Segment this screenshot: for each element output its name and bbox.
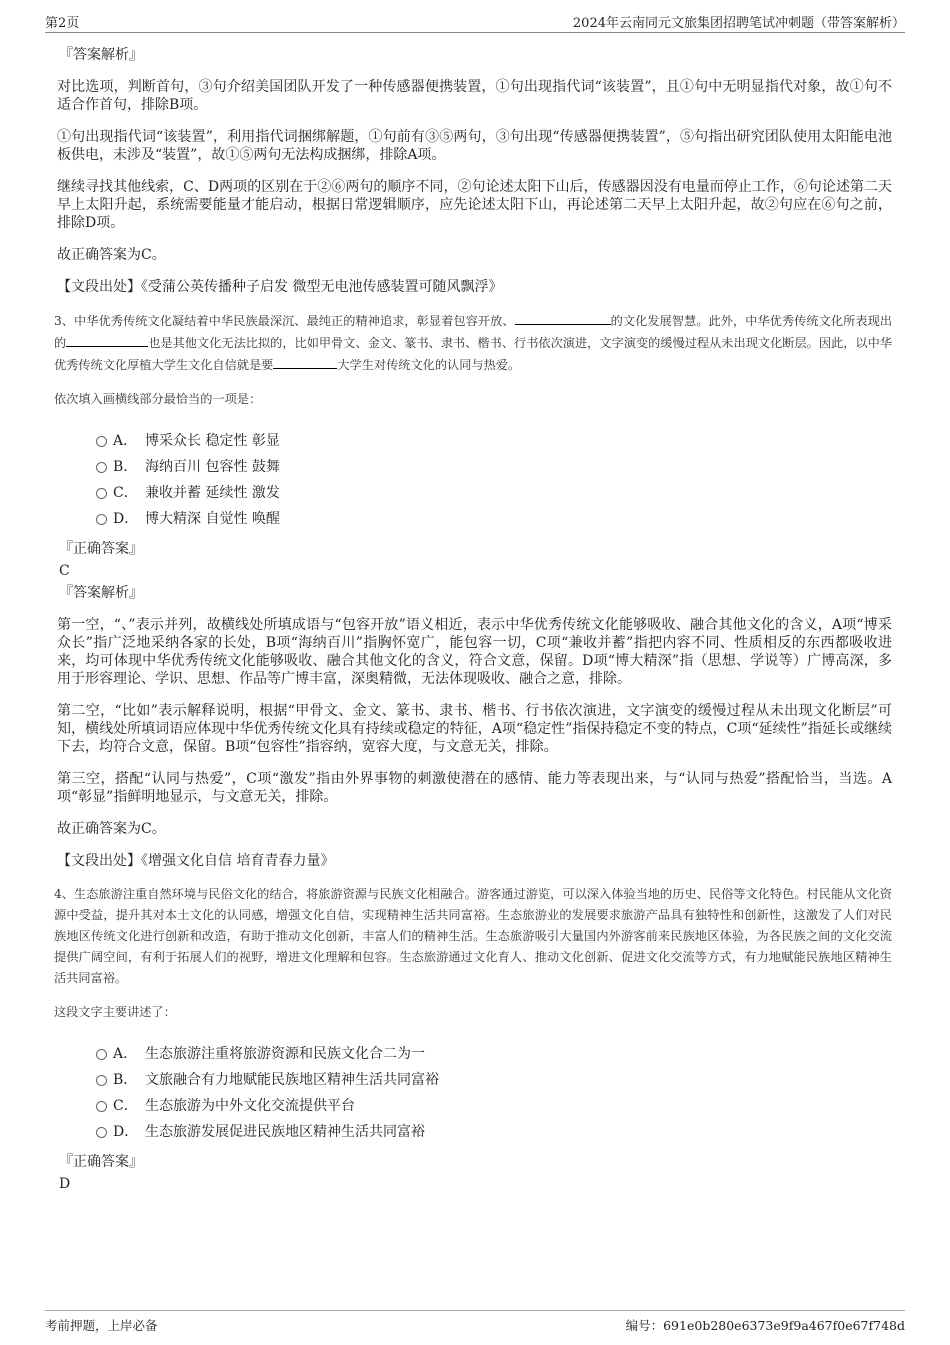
q3-option-c[interactable]: C． 兼收并蓄 延续性 激发 — [95, 480, 892, 506]
q2-analysis-paragraph: 对比选项，判断首句，③句介绍美国团队开发了一种传感器便携装置，①句出现指代词“该装置”，且①句中无明显指代对象，故①句不适合作首句，排除B项。 — [57, 79, 892, 113]
radio-icon[interactable] — [96, 1049, 107, 1060]
radio-icon[interactable] — [96, 462, 107, 473]
q3-analysis-paragraph: 第一空，“、”表示并列，故横线处所填成语与“包容开放”语义相近，表示中华优秀传统文化能够吸收、融合其他文化的含义，A项“博采众长”指广泛地采纳各家的长处，B项“海纳百川”指胸怀宽广，能包容一切，C项“兼收并蓄”指把内容不同、性质相反的东西都吸收进来，均可体现中华优秀传统文化能够吸收、融合其他文化的含义，符合文意，保留。D项“博大精深”指（思想、学说等）广博高深，多用于形容理论、学识、思想、作品等广博丰富，深奥精微，无法体现吸收、融合之意，排除。 — [57, 617, 892, 687]
q2-source: 【文段出处】《受蒲公英传播种子启发 微型无电池传感装置可随风飘浮》 — [57, 279, 503, 295]
page-header — [45, 10, 905, 33]
q2-analysis-paragraph: 继续寻找其他线索，C、D两项的区别在于②⑥两句的顺序不同，②句论述太阳下山后，传感器因没有电量而停止工作，⑥句论述第二天早上太阳升起，系统需要能量才能启动，根据日常逻辑顺序，应先论述太阳下山，再论述第二天早上太阳升起，故②句应在⑥句之前，排除D项。 — [57, 179, 892, 231]
q3-analysis-paragraph: 第三空，搭配“认同与热爱”，C项“激发”指由外界事物的刺激使潜在的感情、能力等表现出来，与“认同与热爱”搭配恰当，当选。A项“彰显”指鲜明地显示，与文意无关，排除。 — [57, 771, 892, 805]
q3-question-text: 3、中华优秀传统文化凝结着中华民族最深沉、最纯正的精神追求，彰显着包容开放、 的文化发展智慧。此外，中华优秀传统文化所表现出的 也是其他文化无法比拟的，比如甲骨文、金文、篆书、隶书、楷书、行书依次演进，文字演变的缓慢过程从未出现文化断层。因此，以中华优秀传统文化厚植大学生文化自信就是要 大学生对传统文化的认同与热爱。 — [54, 310, 892, 376]
q4-option-a[interactable]: A． 生态旅游注重将旅游资源和民族文化合二为一 — [95, 1041, 892, 1067]
radio-icon[interactable] — [96, 1075, 107, 1086]
q2-analysis-label: 『答案解析』 — [59, 47, 143, 63]
radio-icon[interactable] — [96, 1101, 107, 1112]
q4-option-c[interactable]: C． 生态旅游为中外文化交流提供平台 — [95, 1093, 892, 1119]
q3-blank-3 — [273, 354, 337, 369]
document-title: 2024年云南同元文旅集团招聘笔试冲刺题（带答案解析） — [572, 16, 905, 31]
document-id: 编号：691e0b280e6373e9f9a467f0e67f748d — [625, 1318, 905, 1333]
radio-icon[interactable] — [96, 514, 107, 525]
radio-icon[interactable] — [96, 1127, 107, 1138]
radio-icon[interactable] — [96, 488, 107, 499]
q4-correct-label: 『正确答案』 — [59, 1154, 143, 1170]
page-footer — [45, 1310, 905, 1339]
q4-option-d[interactable]: D． 生态旅游发展促进民族地区精神生活共同富裕 — [95, 1119, 892, 1145]
q4-question-text: 4、生态旅游注重自然环境与民俗文化的结合，将旅游资源与民族文化相融合。游客通过游览，可以深入体验当地的历史、民俗等文化特色。村民能从文化资源中受益，提升其对本土文化的认同感，增强文化自信，实现精神生活共同富裕。生态旅游业的发展要求旅游产品具有独特性和创新性，这激发了人们对民族地区传统文化进行创新和改造，有助于推动文化创新，丰富人们的精神生活。生态旅游吸引大量国内外游客前来民族地区体验，为各民族之间的文化交流提供广阔空间，有利于拓展人们的视野，增进文化理解和包容。生态旅游通过文化育人、推动文化创新、促进文化交流等方式，有力地赋能民族地区精神生活共同富裕。 — [54, 887, 892, 985]
page-content — [54, 46, 893, 1197]
radio-icon[interactable] — [96, 436, 107, 447]
footer-slogan: 考前押题，上岸必备 — [45, 1318, 158, 1333]
q2-analysis-paragraph: ①句出现指代词“该装置”，利用指代词捆绑解题，①句前有③⑤两句，③句出现“传感器便携装置”，⑤句指出研究团队使用太阳能电池板供电，未涉及“装置”，故①⑤两句无法构成捆绑，排除A项。 — [57, 129, 892, 163]
q3-option-d[interactable]: D． 博大精深 自觉性 唤醒 — [95, 506, 892, 532]
q2-conclusion: 故正确答案为C。 — [57, 247, 166, 263]
q3-analysis-paragraph: 第二空，“比如”表示解释说明，根据“甲骨文、金文、篆书、隶书、楷书、行书依次演进，文字演变的缓慢过程从未出现文化断层”可知，横线处所填词语应体现中华优秀传统文化具有持续或稳定的特征，A项“稳定性”指保持稳定不变的特点，C项“延续性”指延长或继续下去，均符合文意，保留。B项“包容性”指容纳，宽容大度，与文意无关，排除。 — [57, 703, 892, 755]
q4-prompt: 这段文字主要讲述了： — [54, 1005, 176, 1019]
q3-blank-1 — [515, 310, 611, 325]
q3-conclusion: 故正确答案为C。 — [57, 821, 166, 837]
q3-analysis-label: 『答案解析』 — [59, 585, 143, 601]
q3-correct-label: 『正确答案』 — [59, 541, 143, 557]
q3-option-a[interactable]: A． 博采众长 稳定性 彰显 — [95, 428, 892, 454]
q3-source: 【文段出处】《增强文化自信 培育青春力量》 — [57, 853, 335, 869]
page-number: 第2页 — [45, 16, 80, 31]
q3-option-b[interactable]: B． 海纳百川 包容性 鼓舞 — [95, 454, 892, 480]
q3-prompt: 依次填入画横线部分最恰当的一项是： — [54, 392, 262, 406]
q3-correct-answer: C — [59, 563, 70, 579]
q4-option-b[interactable]: B． 文旅融合有力地赋能民族地区精神生活共同富裕 — [95, 1067, 892, 1093]
q3-blank-2 — [66, 332, 148, 347]
q4-correct-answer: D — [59, 1176, 71, 1192]
